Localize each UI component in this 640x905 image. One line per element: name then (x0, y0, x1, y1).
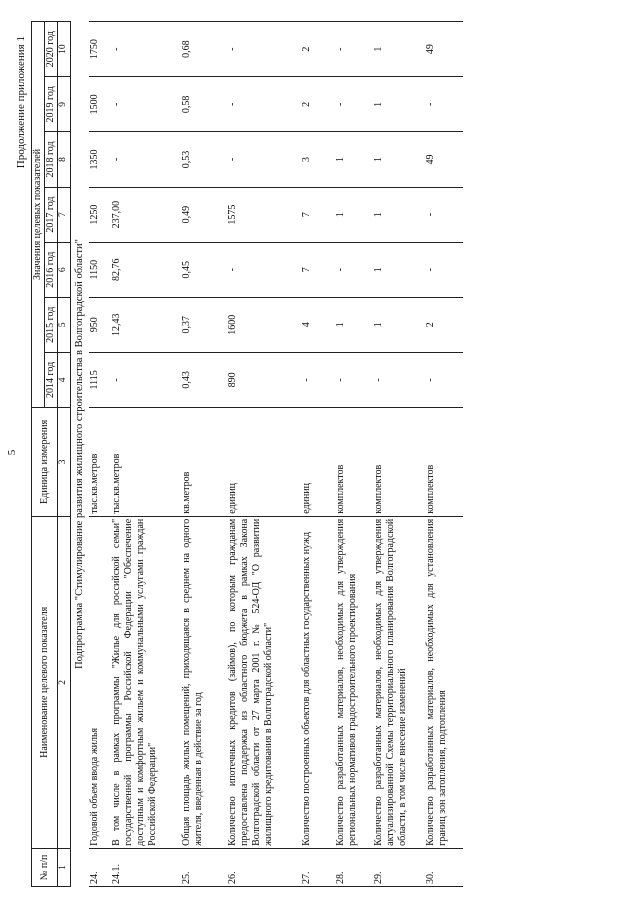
indicator-name: Годовой объем ввода жилья (89, 516, 111, 848)
header-unit: Единица измерения (32, 407, 58, 516)
value-cell: 1500 (89, 77, 111, 132)
value-cell: 1150 (89, 242, 111, 297)
value-cell: 2 (301, 22, 335, 77)
value-cell: - (425, 77, 463, 132)
indicator-name: Количество построенных объектов для областных государственных нужд (301, 516, 335, 848)
header-name: Наименование целевого показателя (32, 516, 58, 848)
table-row (181, 22, 227, 887)
header-year: 2015 год (45, 297, 58, 352)
value-cell: 1 (373, 22, 425, 77)
column-index: 4 (58, 352, 71, 407)
header-values-group: Значения целевых показателей (32, 22, 45, 408)
header-year: 2019 год (45, 77, 58, 132)
indicator-name: Общая площадь жилых помещений, приходящаяся в среднем на одного жителя, введенная в действие за год (181, 516, 227, 848)
table-row (335, 22, 373, 887)
value-cell: 1 (335, 297, 373, 352)
value-cell: 2 (301, 77, 335, 132)
value-cell: 2 (425, 297, 463, 352)
unit-cell: единиц (227, 407, 301, 516)
value-cell: 4 (301, 297, 335, 352)
indicator-name: Количество ипотечных кредитов (займов), по которым гражданам предоставлена поддержка из областного бюджета в рамках Закона Волгоградской области от 27 марта 2001 г. № 524-ОД "О развитии жилищного кредитования в Волгоградской области" (227, 516, 301, 848)
value-cell: 0,53 (181, 132, 227, 187)
value-cell: 12,43 (111, 297, 181, 352)
column-index: 5 (58, 297, 71, 352)
value-cell: 1 (373, 242, 425, 297)
value-cell: 1 (373, 77, 425, 132)
value-cell: 0,68 (181, 22, 227, 77)
column-index: 3 (58, 407, 71, 516)
value-cell: 0,37 (181, 297, 227, 352)
value-cell: 1250 (89, 187, 111, 242)
table-row (89, 22, 111, 887)
value-cell: - (301, 352, 335, 407)
value-cell: 950 (89, 297, 111, 352)
value-cell: 1115 (89, 352, 111, 407)
value-cell: 0,45 (181, 242, 227, 297)
value-cell: 3 (301, 132, 335, 187)
table-row (227, 22, 301, 887)
value-cell: - (227, 77, 301, 132)
row-number: 27. (301, 848, 335, 886)
row-number: 29. (373, 848, 425, 886)
value-cell: 1 (373, 187, 425, 242)
value-cell: 1 (373, 297, 425, 352)
value-cell: 1 (335, 132, 373, 187)
value-cell: - (373, 352, 425, 407)
unit-cell: комплектов (373, 407, 425, 516)
value-cell: 890 (227, 352, 301, 407)
table-row (373, 22, 425, 887)
value-cell: 1575 (227, 187, 301, 242)
column-index: 10 (58, 22, 71, 77)
indicator-name: Количество разработанных материалов, необходимых для утверждения актуализированной Схемы территориального планирования Волгоградской области, в том числе внесение изменений (373, 516, 425, 848)
value-cell: 0,43 (181, 352, 227, 407)
value-cell: - (425, 242, 463, 297)
unit-cell: комплектов (425, 407, 463, 516)
value-cell: 1350 (89, 132, 111, 187)
value-cell: 49 (425, 22, 463, 77)
indicator-name: В том числе в рамках программы "Жилье для российской семьи" государственной программы Российской Федерации "Обеспечение доступным и комфортным жильем и коммунальными услугами граждан Российской Федерации" (111, 516, 181, 848)
value-cell: 1600 (227, 297, 301, 352)
row-number: 30. (425, 848, 463, 886)
value-cell: - (335, 242, 373, 297)
value-cell: 1 (335, 187, 373, 242)
header-year: 2016 год (45, 242, 58, 297)
value-cell: 1 (373, 132, 425, 187)
page-number: 5 (6, 449, 18, 456)
value-cell: 82,76 (111, 242, 181, 297)
value-cell: 49 (425, 132, 463, 187)
header-year: 2017 год (45, 187, 58, 242)
column-index: 9 (58, 77, 71, 132)
value-cell: - (425, 352, 463, 407)
row-number: 24. (89, 848, 111, 886)
row-number: 24.1. (111, 848, 181, 886)
indicators-table (31, 21, 463, 887)
column-index: 2 (58, 516, 71, 848)
row-number: 25. (181, 848, 227, 886)
value-cell: - (335, 77, 373, 132)
header-year: 2014 год (45, 352, 58, 407)
header-num: № п/п (32, 848, 58, 886)
table-row (111, 22, 181, 887)
subprogram-title: Подпрограмма "Стимулирование развития жилищного строительства в Волгоградской области" (73, 239, 85, 669)
unit-cell: тыс.кв.метров (111, 407, 181, 516)
value-cell: - (335, 352, 373, 407)
indicator-name: Количество разработанных материалов, необходимых для утверждения региональных нормативов градостроительного проектирования (335, 516, 373, 848)
value-cell: 7 (301, 187, 335, 242)
value-cell: - (111, 77, 181, 132)
column-index: 7 (58, 187, 71, 242)
row-number: 26. (227, 848, 301, 886)
unit-cell: единиц (301, 407, 335, 516)
unit-cell: комплектов (335, 407, 373, 516)
table-row (301, 22, 335, 887)
column-index: 8 (58, 132, 71, 187)
value-cell: 7 (301, 242, 335, 297)
header-year: 2020 год (45, 22, 58, 77)
value-cell: - (227, 22, 301, 77)
value-cell: 0,49 (181, 187, 227, 242)
unit-cell: тыс.кв.метров (89, 407, 111, 516)
table-row (425, 22, 463, 887)
value-cell: - (425, 187, 463, 242)
value-cell: 0,58 (181, 77, 227, 132)
value-cell: - (335, 22, 373, 77)
value-cell: - (111, 132, 181, 187)
column-index: 1 (58, 848, 71, 886)
unit-cell: кв.метров (181, 407, 227, 516)
value-cell: - (111, 352, 181, 407)
row-number: 28. (335, 848, 373, 886)
value-cell: 237,00 (111, 187, 181, 242)
indicator-name: Количество разработанных материалов, необходимых для установления границ зон затопления, подтопления (425, 516, 463, 848)
continuation-note: Продолжение приложения 1 (15, 36, 27, 169)
value-cell: - (111, 22, 181, 77)
value-cell: 1750 (89, 22, 111, 77)
column-index: 6 (58, 242, 71, 297)
value-cell: - (227, 242, 301, 297)
value-cell: - (227, 132, 301, 187)
header-year: 2018 год (45, 132, 58, 187)
